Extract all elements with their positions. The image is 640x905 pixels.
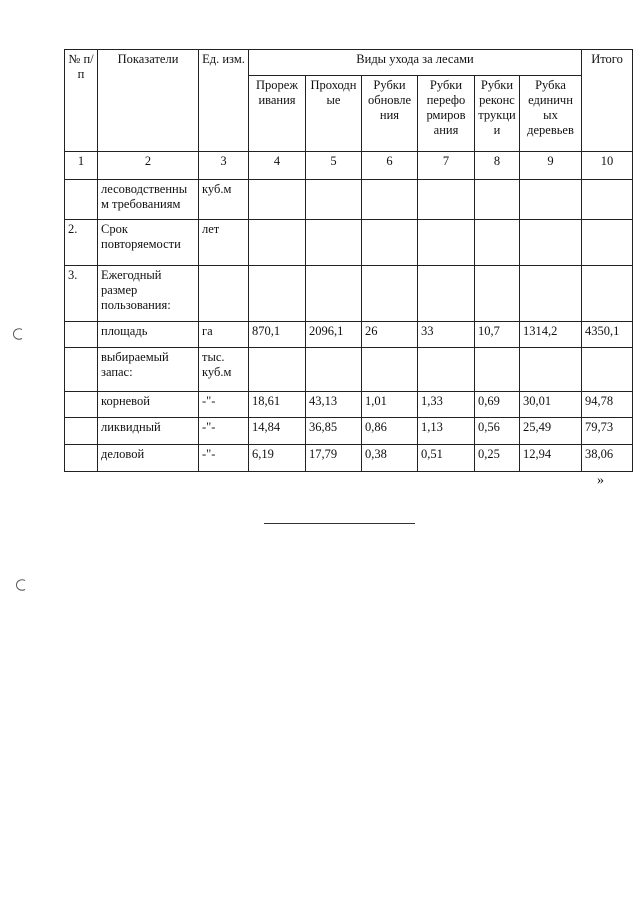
row-label: лесоводственны м требованиям	[98, 180, 199, 220]
table-row	[65, 322, 633, 348]
row-value: 30,01	[520, 392, 582, 418]
row-value	[306, 220, 362, 266]
row-value	[475, 348, 520, 392]
column-number: 10	[582, 152, 633, 180]
row-total: 94,78	[582, 392, 633, 418]
row-unit: га	[199, 322, 249, 348]
column-number: 4	[249, 152, 306, 180]
header-num: № п/п	[65, 50, 98, 152]
row-value	[520, 266, 582, 322]
row-total: 4350,1	[582, 322, 633, 348]
column-number: 1	[65, 152, 98, 180]
row-value	[418, 220, 475, 266]
row-unit: куб.м	[199, 180, 249, 220]
header-passage: Проходн ые	[306, 76, 362, 152]
row-label: ликвидный	[98, 418, 199, 445]
row-value	[475, 220, 520, 266]
row-value	[475, 180, 520, 220]
row-unit: -"-	[199, 392, 249, 418]
row-value: 0,56	[475, 418, 520, 445]
row-num: 2.	[65, 220, 98, 266]
row-value: 1,33	[418, 392, 475, 418]
row-unit: тыс. куб.м	[199, 348, 249, 392]
row-value	[306, 180, 362, 220]
header-care-types: Виды ухода за лесами	[249, 50, 582, 76]
row-value	[418, 348, 475, 392]
row-total	[582, 266, 633, 322]
row-value	[418, 266, 475, 322]
column-number: 9	[520, 152, 582, 180]
row-value: 870,1	[249, 322, 306, 348]
row-value: 6,19	[249, 445, 306, 472]
row-num	[65, 445, 98, 472]
table-row	[65, 220, 633, 266]
column-number: 3	[199, 152, 249, 180]
row-num	[65, 180, 98, 220]
column-number: 6	[362, 152, 418, 180]
row-value	[306, 266, 362, 322]
row-value: 0,38	[362, 445, 418, 472]
row-label: корневой	[98, 392, 199, 418]
row-unit: -"-	[199, 418, 249, 445]
column-number: 5	[306, 152, 362, 180]
row-total	[582, 220, 633, 266]
row-value	[520, 348, 582, 392]
row-value	[249, 348, 306, 392]
table-row	[65, 348, 633, 392]
row-label: Ежегодный размер пользования:	[98, 266, 199, 322]
table-row	[65, 392, 633, 418]
row-value	[306, 348, 362, 392]
row-value: 43,13	[306, 392, 362, 418]
row-total	[582, 348, 633, 392]
row-unit	[199, 266, 249, 322]
header-reformation: Рубки перефо рмиров ания	[418, 76, 475, 152]
row-value: 17,79	[306, 445, 362, 472]
row-value: 14,84	[249, 418, 306, 445]
punch-hole-icon	[11, 327, 25, 341]
row-value: 10,7	[475, 322, 520, 348]
row-num	[65, 392, 98, 418]
row-value: 18,61	[249, 392, 306, 418]
forest-care-table	[64, 49, 633, 472]
header-unit: Ед. изм.	[199, 50, 249, 152]
table-row	[65, 445, 633, 472]
row-value: 26	[362, 322, 418, 348]
column-number: 7	[418, 152, 475, 180]
row-total	[582, 180, 633, 220]
header-renewal: Рубки обновле ния	[362, 76, 418, 152]
row-num	[65, 418, 98, 445]
row-value: 33	[418, 322, 475, 348]
row-value	[362, 348, 418, 392]
header-single-tree: Рубка единичн ых деревьев	[520, 76, 582, 152]
row-value	[249, 180, 306, 220]
row-total: 38,06	[582, 445, 633, 472]
punch-hole-icon	[14, 578, 28, 592]
table-row	[65, 418, 633, 445]
row-value	[475, 266, 520, 322]
row-value	[362, 266, 418, 322]
row-num: 3.	[65, 266, 98, 322]
column-number: 8	[475, 152, 520, 180]
header-total: Итого	[582, 50, 633, 152]
row-label: выбираемый запас:	[98, 348, 199, 392]
row-value: 1,13	[418, 418, 475, 445]
row-label: площадь	[98, 322, 199, 348]
table-row	[65, 180, 633, 220]
row-unit: -"-	[199, 445, 249, 472]
row-value: 0,51	[418, 445, 475, 472]
row-value	[362, 220, 418, 266]
row-value: 2096,1	[306, 322, 362, 348]
column-number: 2	[98, 152, 199, 180]
table-row	[65, 266, 633, 322]
closing-quote-mark: »	[597, 473, 604, 488]
row-value: 12,94	[520, 445, 582, 472]
row-label: деловой	[98, 445, 199, 472]
row-value: 0,25	[475, 445, 520, 472]
row-value	[249, 266, 306, 322]
row-num	[65, 322, 98, 348]
row-value: 36,85	[306, 418, 362, 445]
header-thinning: Прореж ивания	[249, 76, 306, 152]
row-value	[418, 180, 475, 220]
row-value: 0,69	[475, 392, 520, 418]
header-reconstruction: Рубки реконс трукци и	[475, 76, 520, 152]
signature-line	[264, 523, 415, 524]
row-value	[249, 220, 306, 266]
row-value	[362, 180, 418, 220]
row-value: 25,49	[520, 418, 582, 445]
row-value: 0,86	[362, 418, 418, 445]
row-unit: лет	[199, 220, 249, 266]
row-value: 1,01	[362, 392, 418, 418]
row-value	[520, 220, 582, 266]
column-number-row	[65, 152, 633, 180]
row-num	[65, 348, 98, 392]
row-total: 79,73	[582, 418, 633, 445]
row-value: 1314,2	[520, 322, 582, 348]
row-label: Срок повторяемости	[98, 220, 199, 266]
header-indicators: Показатели	[98, 50, 199, 152]
row-value	[520, 180, 582, 220]
